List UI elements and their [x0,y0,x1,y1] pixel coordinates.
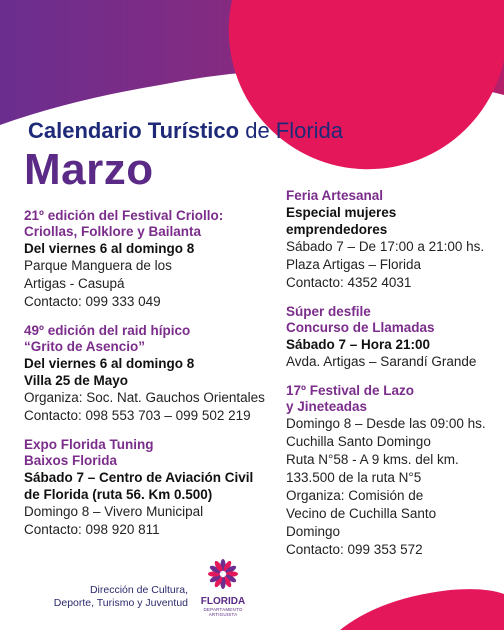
event-title-line: Criollas, Folklore y Bailanta [24,224,202,239]
event-title [24,208,274,240]
event-detail: Artigas - Casupá [24,276,125,291]
page-title [28,118,343,144]
event-feria-artesanal [286,188,498,292]
event-contact: Contacto: 098 920 811 [24,522,160,537]
florida-logo [196,557,250,617]
event-title [24,323,274,355]
footer-department [40,584,188,610]
event-date: Sábado 7 – Centro de Aviación Civil [24,470,254,485]
event-title-line: 17º Festival de Lazo [286,383,414,398]
event-contact: Contacto: 4352 4031 [286,275,412,290]
event-date: Sábado 7 – De 17:00 a 21:00 hs. [286,239,485,254]
event-title-line: 21º edición del Festival Criollo: [24,208,224,223]
event-festival-lazo [286,383,498,559]
event-title [286,188,498,204]
event-expo-tuning [24,437,274,539]
logo-subtitle: DEPARTAMENTO ARTIGUISTA [203,607,243,617]
bottom-pink-shape [340,589,504,630]
title-regular: de Florida [245,118,344,143]
event-detail: Parque Manguera de los [24,258,172,273]
event-title [286,383,498,415]
event-super-desfile [286,304,498,371]
event-title [286,304,498,336]
event-detail: 133.500 de la ruta N°5 [286,470,422,485]
event-detail: Domingo [286,524,341,539]
event-location: Plaza Artigas – Florida [286,257,422,272]
event-location: de Florida (ruta 56. Km 0.500) [24,487,213,502]
event-detail: Organiza: Soc. Nat. Gauchos Orientales [24,390,265,405]
event-raid-hipico [24,323,274,425]
event-date: Sábado 7 – Hora 21:00 [286,337,431,352]
event-title [24,437,274,469]
event-detail: Organiza: Comisión de [286,488,424,503]
event-detail: Vecino de Cuchilla Santo [286,506,437,521]
event-title-line: “Grito de Asencio” [24,339,146,354]
event-title-line: Feria Artesanal [286,188,384,203]
event-subtitle: emprendedores [286,222,388,237]
event-subtitle: Especial mujeres [286,205,397,220]
event-title-line: 49º edición del raid hípico [24,323,191,338]
event-date: Domingo 8 – Desde las 09:00 hs. [286,416,486,431]
event-festival-criollo [24,208,274,311]
event-contact: Contacto: 098 553 703 – 099 502 219 [24,408,251,423]
event-contact: Contacto: 099 333 049 [24,294,161,309]
event-detail: Domingo 8 – Vivero Municipal [24,504,204,519]
event-title-line: Súper desfile [286,304,371,319]
right-column [286,188,498,571]
event-date: Del viernes 6 al domingo 8 [24,356,195,371]
event-location: Avda. Artigas – Sarandí Grande [286,354,477,369]
title-bold: Calendario Turístico [28,118,240,143]
month-heading: Marzo [24,145,154,194]
event-title-line: Concurso de Llamadas [286,320,435,335]
event-title-line: Expo Florida Tuning [24,437,154,452]
event-location: Villa 25 de Mayo [24,373,129,388]
event-title-line: Baixos Florida [24,453,118,468]
footer-line: Deporte, Turismo y Juventud [53,597,188,609]
event-detail: Ruta N°58 - A 9 kms. del km. [286,452,459,467]
left-column [24,208,274,551]
event-date: Del viernes 6 al domingo 8 [24,241,195,256]
logo-name: FLORIDA [200,596,246,607]
event-title-line: y Jineteadas [286,399,368,414]
event-contact: Contacto: 099 353 572 [286,542,423,557]
footer-line: Dirección de Cultura, [89,584,188,596]
florida-flower-icon [206,557,240,591]
event-detail: Cuchilla Santo Domingo [286,434,431,449]
